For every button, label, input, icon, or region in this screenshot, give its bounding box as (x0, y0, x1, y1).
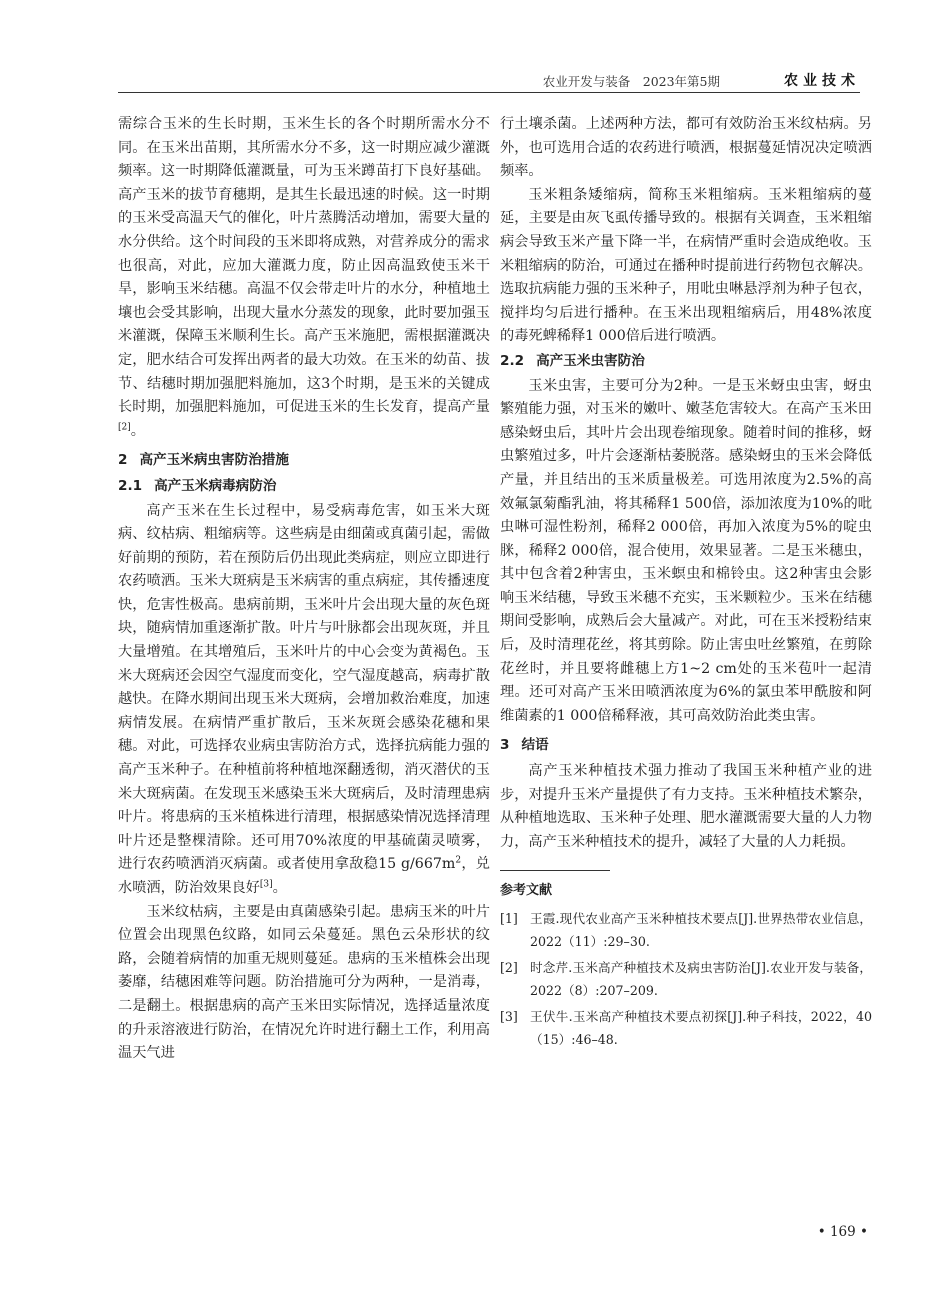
header-rule (118, 92, 860, 93)
section-heading-3: 3 结语 (500, 737, 549, 754)
citation[interactable]: [2] (118, 421, 131, 432)
references-rule (500, 870, 610, 871)
subsection-heading-2-2: 2.2 高产玉米虫害防治 (500, 352, 645, 369)
journal-issue: 农业开发与装备 2023年第5期 (542, 74, 720, 89)
paragraph-sheath-blight-cont: 行土壤杀菌。上述两种方法，都可有效防治玉米纹枯病。另外，也可选用合适的农药进行喷洒，根据蔓延情况决定喷洒频率。 (500, 116, 872, 180)
paragraph-irrigation: 需综合玉米的生长时期，玉米生长的各个时期所需水分不同。在玉米出苗期，其所需水分不多，这一时期应减少灌溉频率。这一时期降低灌溉量，可为玉米蹲苗打下良好基础。高产玉米的拔节育穗期，是其生长最迅速的时候。这一时期的玉米受高温天气的催化，叶片蒸腾活动增加，需要大量的水分供给。这个时间段的玉米即将成熟，对营养成分的需求也很高，对此，应加大灌溉力度，防止因高温致使玉米干旱，影响玉米结穗。高温不仅会带走叶片的水分，种植地土壤也会受其影响，出现大量水分蒸发的现象，此时要加强玉米灌溉，保障玉米顺利生长。高产玉米施肥，需根据灌溉决定，肥水结合可发挥出两者的最大功效。在玉米的幼苗、拔节、结穗时期加强肥料施加，这3个时期，是玉米的关键成长时期，加强肥料施加，可促进玉米的生长发育，提高产量[2]。 (118, 116, 490, 439)
paragraph-sheath-blight: 玉米纹枯病，主要是由真菌感染引起。患病玉米的叶片位置会出现黑色纹路，如同云朵蔓延。黑色云朵形状的纹路，会随着病情的加重无规则蔓延。患病的玉米植株会出现萎靡，结穗困难等问题。防治措施可分为两种，一是消毒，二是翻土。根据患病的高产玉米田实际情况，选择适量浓度的升汞溶液进行防治，在情况允许时进行翻土工作，利用高温天气进 (118, 903, 490, 1062)
section-heading-2: 2 高产玉米病虫害防治措施 (118, 452, 289, 469)
left-column (118, 113, 490, 1066)
paragraph-pests: 玉米虫害，主要可分为2种。一是玉米蚜虫虫害，蚜虫繁殖能力强，对玉米的嫩叶、嫩茎危害较大。在高产玉米田感染蚜虫后，其叶片会出现卷缩现象。随着时间的推移，蚜虫繁殖过多，叶片会逐渐枯萎脱落。感染蚜虫的玉米会降低产量，并且结出的玉米质量极差。可选用浓度为2.5%的高效氟氯菊酯乳油，将其稀释1 500倍，添加浓度为10%的吡虫啉可湿性粉剂，稀释2 000倍，再加入浓度为5%的啶虫脒，稀释2 000倍，混合使用，效果显著。二是玉米穗虫，其中包含着2种害虫，玉米螟虫和棉铃虫。这2种害虫会影响玉米结穗，导致玉米穗不充实，玉米颗粒少。玉米在结穗期间受影响，成熟后会大量减产。对此，可在玉米授粉结束后，及时清理花丝，将其剪除。防止害虫吐丝繁殖，在剪除花丝时，并且要将雌穗上方1~2 cm处的玉米苞叶一起清理。还可对高产玉米田喷洒浓度为6%的氯虫苯甲酰胺和阿维菌素的1 000倍稀释液，其可高效防治此类虫害。 (500, 377, 872, 724)
right-column (500, 113, 872, 1054)
reference-item: [3] 王伏牛.玉米高产种植技术要点初探[J].种子科技，2022，40（15）:46–48. (500, 1009, 872, 1047)
page-header (118, 70, 860, 92)
section-title: 农业技术 (784, 73, 860, 89)
references-title: 参考文献 (500, 883, 553, 899)
paragraph-conclusion: 高产玉米种植技术强力推动了我国玉米种植产业的进步，对提升玉米产量提供了有力支持。玉米种植技术繁杂，从种植地选取、玉米种子处理、肥水灌溉需要大量的人力物力，高产玉米种植技术的提升，减轻了大量的人力耗损。 (500, 763, 872, 850)
citation[interactable]: [3] (259, 879, 273, 890)
paragraph-rough-dwarf: 玉米粗条矮缩病，简称玉米粗缩病。玉米粗缩病的蔓延，主要是由灰飞虱传播导致的。根据有关调查，玉米粗缩病会导致玉米产量下降一半，在病情严重时会造成绝收。玉米粗缩病的防治，可通过在播种时提前进行药物包衣解决。选取抗病能力强的玉米种子，用吡虫啉悬浮剂为种子包衣，搅拌均匀后进行播种。在玉米出现粗缩病后，用48%浓度的毒死蜱稀释1 000倍后进行喷洒。 (500, 186, 872, 345)
subsection-heading-2-1: 2.1 高产玉米病毒病防治 (118, 477, 277, 494)
page-number: • 169 • (817, 1224, 868, 1240)
paragraph-northern-leaf-blight: 高产玉米在生长过程中，易受病毒危害，如玉米大斑病、纹枯病、粗缩病等。这些病是由细菌或真菌引起，需做好前期的预防，若在预防后仍出现此类病症，则应立即进行农药喷洒。玉米大斑病是玉米病害的重点病症，其传播速度快，危害性极高。患病前期，玉米叶片会出现大量的灰色斑块，随病情加重逐渐扩散。叶片与叶脉都会出现灰斑，并且大量增殖。在其增殖后，玉米叶片的中心会变为黄褐色。玉米大斑病还会因空气湿度而变化，空气湿度越高，病毒扩散越快。在降水期间出现玉米大斑病，会增加救治难度，加速病情发展。在病情严重扩散后，玉米灰斑会感染花穗和果穗。对此，可选择农业病虫害防治方式，选择抗病能力强的高产玉米种子。在种植前将种植地深翻透彻，消灭潜伏的玉米大斑病菌。在发现玉米感染玉米大斑病后，及时清理患病叶片。将患病的玉米植株进行清理，根据感染情况选择清理叶片还是整棵清除。还可用70%浓度的甲基硫菌灵喷雾，进行农药喷洒消灭病菌。或者使用拿敌稳15 $g/667m^2$，兑水喷洒，防治效果良好[3]。 (118, 502, 490, 896)
reference-item: [1] 王霞.现代农业高产玉米种植技术要点[J].世界热带农业信息，2022（11）:29–30. (500, 911, 872, 949)
reference-item: [2] 时念芹.玉米高产种植技术及病虫害防治[J].农业开发与装备，2022（8）:207–209. (500, 960, 872, 998)
